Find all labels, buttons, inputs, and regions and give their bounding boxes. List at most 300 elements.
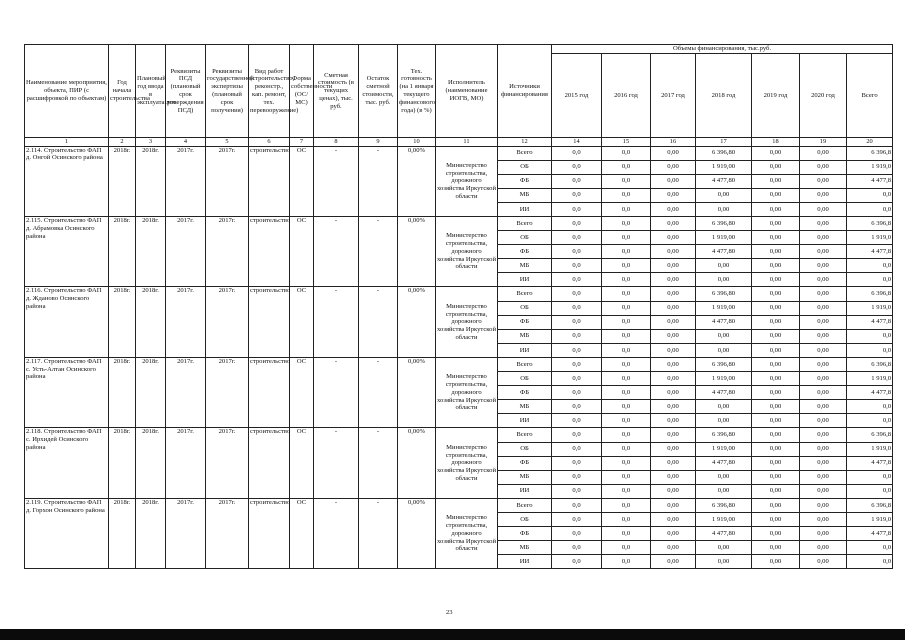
funding-total: 6 396,8 [847,146,893,160]
funding-source: МБ [498,329,552,343]
funding-total: 4 477,8 [847,315,893,329]
funding-value: 0,00 [651,456,696,470]
header-cell: Реквизиты государственной экспертизы (плановый срок получения) [206,45,249,138]
work-type: строительство [249,217,290,287]
funding-value: 0,00 [651,442,696,456]
commission-year: 2018г. [136,287,166,357]
funding-value: 0,0 [552,470,602,484]
funding-value: 0,00 [800,315,847,329]
estimated-cost: - [314,146,359,216]
funding-value: 0,00 [800,400,847,414]
ownership-form: ОС [290,357,314,427]
funding-source: МБ [498,470,552,484]
column-number: 11 [436,138,498,147]
funding-value: 0,00 [651,174,696,188]
column-number: 1 [25,138,109,147]
funding-value: 0,00 [752,428,800,442]
object-name: 2.119. Строительство ФАП д. Горхон Осинского района [25,498,109,568]
work-type: строительство [249,287,290,357]
page-number: 23 [446,609,453,616]
funding-value: 0,00 [800,498,847,512]
funding-value: 0,00 [752,217,800,231]
funding-value: 0,00 [800,372,847,386]
header-cell: Реквизиты ПСД (плановый срок утверждения ПСД) [166,45,206,138]
funding-value: 0,0 [552,527,602,541]
column-number: 9 [359,138,398,147]
funding-value: 0,00 [752,442,800,456]
funding-source: ИИ [498,555,552,569]
funding-value: 0,00 [696,414,752,428]
funding-value: 0,00 [752,541,800,555]
funding-source: ОБ [498,442,552,456]
work-type: строительство [249,428,290,498]
column-number: 6 [249,138,290,147]
funding-value: 6 396,80 [696,287,752,301]
funding-total: 0,0 [847,541,893,555]
funding-value: 1 919,00 [696,231,752,245]
funding-value: 0,00 [752,400,800,414]
object-name: 2.118. Строительство ФАП с. Ирхидей Осинского района [25,428,109,498]
work-type: строительство [249,146,290,216]
funding-total: 0,0 [847,470,893,484]
funding-value: 0,00 [752,512,800,526]
funding-value: 0,00 [752,414,800,428]
funding-value: 0,0 [552,343,602,357]
funding-value: 0,0 [552,555,602,569]
funding-value: 0,0 [602,512,651,526]
funding-value: 6 396,80 [696,428,752,442]
funding-value: 0,0 [602,357,651,371]
funding-value: 0,00 [651,315,696,329]
funding-value: 0,00 [651,343,696,357]
table-row [25,357,893,371]
funding-value: 0,00 [696,188,752,202]
funding-value: 0,0 [602,188,651,202]
financing-table [24,44,893,569]
funding-value: 0,00 [651,386,696,400]
technical-readiness: 0,00% [398,146,436,216]
funding-total: 4 477,8 [847,386,893,400]
remaining-cost: - [359,217,398,287]
funding-source: ФБ [498,456,552,470]
technical-readiness: 0,00% [398,287,436,357]
funding-value: 0,00 [651,273,696,287]
funding-value: 0,0 [552,414,602,428]
funding-value: 0,00 [752,372,800,386]
funding-total: 6 396,8 [847,287,893,301]
psd-details: 2017г. [166,498,206,568]
psd-details: 2017г. [166,217,206,287]
funding-value: 0,00 [752,498,800,512]
funding-value: 1 919,00 [696,442,752,456]
header-cell: Наименование мероприятия, объекта, ПИР (с расшифровкой по объектам) [25,45,109,138]
funding-total: 0,0 [847,343,893,357]
funding-source: ОБ [498,160,552,174]
funding-value: 0,00 [752,301,800,315]
funding-value: 0,00 [651,217,696,231]
commission-year: 2018г. [136,428,166,498]
funding-value: 0,00 [800,217,847,231]
funding-value: 0,0 [602,456,651,470]
funding-value: 0,0 [602,442,651,456]
funding-total: 0,0 [847,329,893,343]
funding-value: 0,00 [752,329,800,343]
funding-value: 0,0 [552,273,602,287]
funding-value: 6 396,80 [696,217,752,231]
header-cell: Сметная стоимость (в текущих ценах), тыс. руб. [314,45,359,138]
funding-source: ФБ [498,315,552,329]
funding-total: 0,0 [847,400,893,414]
funding-value: 0,0 [602,555,651,569]
funding-total: 1 919,0 [847,512,893,526]
year-header: 2016 год [602,54,651,138]
header-cell: Плановый год ввода в эксплуатацию [136,45,166,138]
table-body [25,146,893,569]
funding-value: 0,00 [696,400,752,414]
funding-value: 0,0 [602,386,651,400]
expertise-details: 2017г. [206,357,249,427]
funding-value: 0,0 [602,259,651,273]
remaining-cost: - [359,428,398,498]
executor: Министерство строительства, дорожного хозяйства Иркутской области [436,498,498,568]
executor: Министерство строительства, дорожного хозяйства Иркутской области [436,287,498,357]
start-year: 2018г. [109,428,136,498]
funding-value: 0,00 [696,329,752,343]
funding-value: 0,00 [651,301,696,315]
column-number: 19 [800,138,847,147]
funding-value: 0,00 [651,470,696,484]
funding-value: 0,00 [696,273,752,287]
funding-value: 0,00 [800,343,847,357]
scan-edge [0,629,905,640]
table-row [25,428,893,442]
funding-value: 0,00 [800,386,847,400]
ownership-form: ОС [290,287,314,357]
header-cell: Вид работ (строительство, реконстр., кап. ремонт, тех. перевооружение) [249,45,290,138]
funding-value: 0,00 [800,442,847,456]
funding-value: 0,00 [696,555,752,569]
funding-source: Всего [498,498,552,512]
funding-value: 0,00 [800,231,847,245]
funding-value: 0,00 [651,259,696,273]
header-cell: Остаток сметной стоимости, тыс. руб. [359,45,398,138]
funding-source: ИИ [498,202,552,216]
funding-value: 1 919,00 [696,301,752,315]
funding-value: 0,0 [602,372,651,386]
estimated-cost: - [314,217,359,287]
remaining-cost: - [359,287,398,357]
funding-value: 0,00 [800,512,847,526]
funding-value: 1 919,00 [696,160,752,174]
funding-value: 0,00 [752,470,800,484]
start-year: 2018г. [109,498,136,568]
funding-value: 4 477,80 [696,245,752,259]
technical-readiness: 0,00% [398,498,436,568]
column-number: 7 [290,138,314,147]
funding-value: 0,0 [552,174,602,188]
psd-details: 2017г. [166,146,206,216]
funding-value: 0,00 [651,231,696,245]
funding-value: 0,0 [602,329,651,343]
column-number: 12 [498,138,552,147]
funding-value: 4 477,80 [696,386,752,400]
funding-value: 0,0 [602,414,651,428]
funding-source: Всего [498,428,552,442]
funding-value: 0,0 [552,301,602,315]
funding-value: 0,0 [552,498,602,512]
funding-total: 0,0 [847,259,893,273]
funding-value: 4 477,80 [696,456,752,470]
funding-value: 4 477,80 [696,174,752,188]
funding-source: ФБ [498,245,552,259]
funding-value: 0,00 [752,202,800,216]
funding-value: 0,00 [651,287,696,301]
estimated-cost: - [314,498,359,568]
funding-value: 0,00 [752,146,800,160]
column-number: 14 [552,138,602,147]
funding-value: 0,0 [602,428,651,442]
remaining-cost: - [359,146,398,216]
funding-value: 0,00 [752,174,800,188]
column-number: 18 [752,138,800,147]
funding-value: 1 919,00 [696,372,752,386]
funding-total: 4 477,8 [847,174,893,188]
year-header: 2020 год [800,54,847,138]
funding-value: 0,0 [602,301,651,315]
executor: Министерство строительства, дорожного хозяйства Иркутской области [436,428,498,498]
start-year: 2018г. [109,357,136,427]
work-type: строительство [249,498,290,568]
funding-value: 0,00 [752,188,800,202]
funding-value: 0,00 [752,343,800,357]
funding-value: 0,00 [752,231,800,245]
funding-source: Всего [498,146,552,160]
funding-value: 0,00 [800,146,847,160]
header-cell: Форма собственности (ОС/МС) [290,45,314,138]
header-cell: Исполнитель (наименование ИОГВ, МО) [436,45,498,138]
object-name: 2.116. Строительство ФАП д. Жданово Осинского района [25,287,109,357]
funding-value: 0,00 [651,498,696,512]
funding-value: 0,00 [651,372,696,386]
funding-value: 0,00 [752,555,800,569]
start-year: 2018г. [109,217,136,287]
funding-total: 0,0 [847,273,893,287]
funding-value: 0,0 [602,231,651,245]
column-number: 10 [398,138,436,147]
psd-details: 2017г. [166,287,206,357]
funding-value: 0,0 [552,202,602,216]
funding-value: 0,00 [651,146,696,160]
funding-value: 0,00 [651,428,696,442]
ownership-form: ОС [290,498,314,568]
funding-value: 0,00 [752,357,800,371]
funding-value: 0,00 [651,555,696,569]
funding-source: ОБ [498,301,552,315]
table-row [25,217,893,231]
funding-source: ИИ [498,343,552,357]
header-cell: Год начала строительства [109,45,136,138]
technical-readiness: 0,00% [398,428,436,498]
funding-value: 0,00 [752,484,800,498]
funding-value: 0,00 [800,245,847,259]
funding-value: 0,0 [552,512,602,526]
funding-value: 0,00 [752,386,800,400]
funding-value: 0,0 [552,428,602,442]
funding-total: 6 396,8 [847,428,893,442]
expertise-details: 2017г. [206,287,249,357]
object-name: 2.115. Строительство ФАП д. Абрамовка Осинского района [25,217,109,287]
column-number-row [25,138,893,147]
funding-value: 0,00 [752,160,800,174]
funding-value: 0,0 [552,357,602,371]
funding-value: 0,0 [602,160,651,174]
funding-value: 4 477,80 [696,315,752,329]
funding-value: 0,00 [800,174,847,188]
column-number: 5 [206,138,249,147]
funding-value: 0,0 [602,484,651,498]
funding-value: 0,0 [552,160,602,174]
psd-details: 2017г. [166,357,206,427]
executor: Министерство строительства, дорожного хозяйства Иркутской области [436,217,498,287]
commission-year: 2018г. [136,146,166,216]
funding-value: 0,00 [800,357,847,371]
commission-year: 2018г. [136,357,166,427]
funding-value: 0,0 [602,498,651,512]
funding-source: ФБ [498,174,552,188]
funding-value: 0,00 [696,343,752,357]
funding-total: 1 919,0 [847,372,893,386]
funding-source: Всего [498,287,552,301]
year-header: 2015 год [552,54,602,138]
funding-value: 0,0 [552,484,602,498]
ownership-form: ОС [290,146,314,216]
funding-value: 6 396,80 [696,498,752,512]
object-name: 2.117. Строительство ФАП с. Усть-Алтан Осинского района [25,357,109,427]
funding-value: 0,00 [651,414,696,428]
funding-value: 4 477,80 [696,527,752,541]
funding-total: 4 477,8 [847,245,893,259]
estimated-cost: - [314,428,359,498]
funding-value: 0,00 [651,527,696,541]
funding-value: 0,00 [800,484,847,498]
column-number: 16 [651,138,696,147]
funding-source: ФБ [498,386,552,400]
funding-value: 0,00 [752,273,800,287]
funding-source: Всего [498,217,552,231]
funding-value: 0,00 [651,188,696,202]
funding-value: 0,00 [651,484,696,498]
column-number: 3 [136,138,166,147]
funding-value: 0,0 [552,245,602,259]
funding-value: 0,0 [552,287,602,301]
funding-value: 0,0 [602,217,651,231]
year-header: 2018 год [696,54,752,138]
funding-value: 0,0 [552,231,602,245]
funding-value: 0,00 [800,541,847,555]
funding-value: 0,0 [552,146,602,160]
funding-value: 0,0 [602,245,651,259]
funding-value: 0,00 [651,245,696,259]
funding-total: 1 919,0 [847,231,893,245]
funding-value: 0,0 [552,259,602,273]
funding-value: 0,0 [552,442,602,456]
funding-value: 0,0 [552,541,602,555]
funding-value: 0,00 [651,202,696,216]
funding-value: 0,00 [800,202,847,216]
funding-source: МБ [498,188,552,202]
funding-value: 6 396,80 [696,146,752,160]
funding-total: 1 919,0 [847,301,893,315]
funding-value: 0,00 [752,245,800,259]
funding-value: 0,00 [800,470,847,484]
funding-value: 0,0 [602,541,651,555]
column-number: 17 [696,138,752,147]
funding-value: 0,00 [752,527,800,541]
funding-value: 0,0 [602,273,651,287]
expertise-details: 2017г. [206,428,249,498]
funding-total: 1 919,0 [847,442,893,456]
start-year: 2018г. [109,287,136,357]
funding-value: 0,00 [800,414,847,428]
column-number: 20 [847,138,893,147]
commission-year: 2018г. [136,498,166,568]
column-number: 4 [166,138,206,147]
funding-value: 0,00 [800,456,847,470]
funding-value: 0,0 [602,146,651,160]
funding-value: 0,00 [752,259,800,273]
funding-value: 6 396,80 [696,357,752,371]
funding-value: 0,00 [800,428,847,442]
funding-value: 0,00 [752,315,800,329]
funding-value: 0,00 [651,512,696,526]
funding-value: 0,00 [800,160,847,174]
funding-value: 0,0 [552,386,602,400]
start-year: 2018г. [109,146,136,216]
funding-value: 0,00 [800,555,847,569]
funding-source: ИИ [498,414,552,428]
header-cell: Источники финансирования [498,45,552,138]
funding-value: 0,0 [602,470,651,484]
funding-source: ОБ [498,372,552,386]
ownership-form: ОС [290,217,314,287]
column-number: 2 [109,138,136,147]
funding-source: МБ [498,259,552,273]
total-header: Всего [847,54,893,138]
funding-value: 0,0 [602,400,651,414]
funding-source: МБ [498,541,552,555]
funding-volumes-header: Объемы финансирования, тыс.руб. [552,45,893,54]
funding-value: 0,00 [696,202,752,216]
remaining-cost: - [359,357,398,427]
estimated-cost: - [314,357,359,427]
funding-value: 0,00 [800,301,847,315]
executor: Министерство строительства, дорожного хозяйства Иркутской области [436,357,498,427]
funding-value: 0,0 [602,202,651,216]
funding-total: 4 477,8 [847,527,893,541]
funding-total: 0,0 [847,202,893,216]
funding-value: 0,0 [602,315,651,329]
funding-value: 0,00 [696,259,752,273]
year-header: 2017 год [651,54,696,138]
funding-value: 0,00 [696,484,752,498]
table-row [25,287,893,301]
funding-value: 0,00 [752,287,800,301]
funding-total: 6 396,8 [847,498,893,512]
table-header [25,45,893,147]
technical-readiness: 0,00% [398,357,436,427]
funding-value: 0,0 [552,315,602,329]
funding-total: 0,0 [847,555,893,569]
